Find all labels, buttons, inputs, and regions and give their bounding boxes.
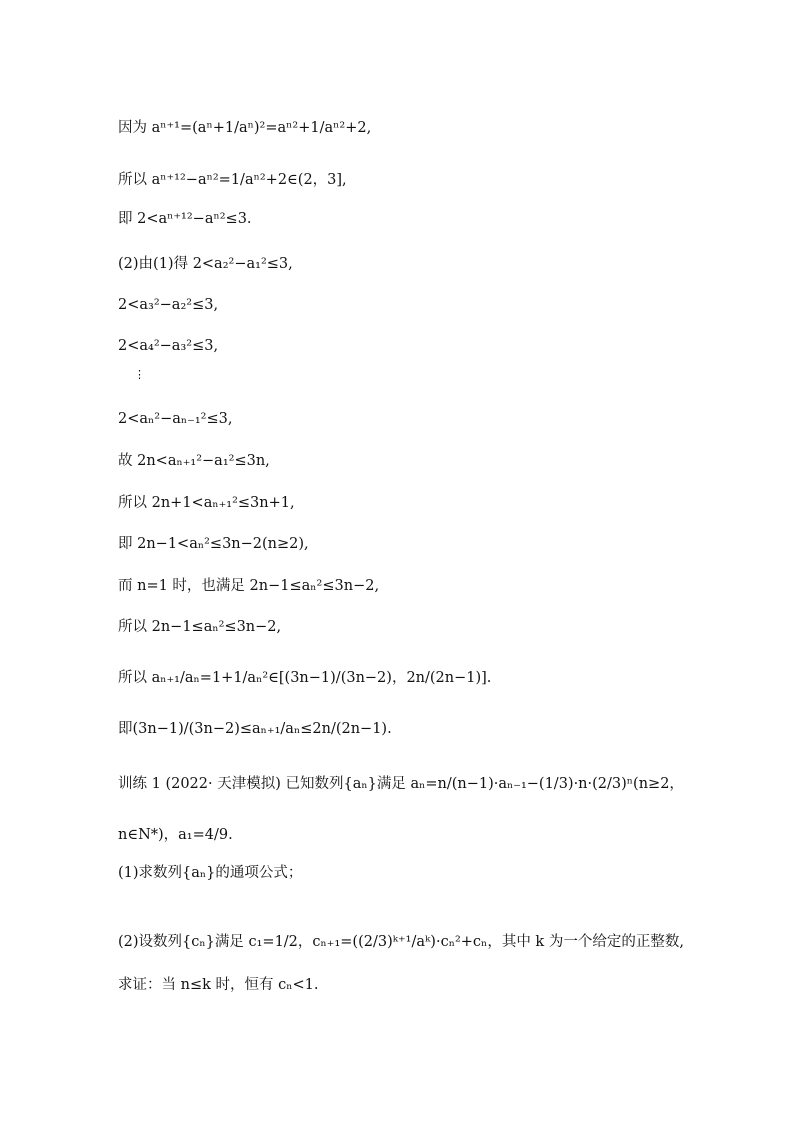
text-line-6: 2<a₄²−a₃²≤3, <box>118 338 219 354</box>
text-line-5: 2<a₃²−a₂²≤3, <box>118 297 219 313</box>
text-line-9: 所以 2n+1<aₙ₊₁²≤3n+1, <box>118 495 295 511</box>
text-line-11: 而 n=1 时，也满足 2n−1≤aₙ²≤3n−2, <box>118 578 380 594</box>
text-line-8: 故 2n<aₙ₊₁²−a₁²≤3n, <box>118 453 270 469</box>
text-line-7: 2<aₙ²−aₙ₋₁²≤3, <box>118 411 233 427</box>
text-line-15: 训练 1 (2022· 天津模拟) 已知数列{aₙ}满足 aₙ=n/(n−1)·aₙ₋₁−(1/3)·n·(2/3)ⁿ(n≥2， <box>118 776 684 792</box>
text-line-10: 即 2n−1<aₙ²≤3n−2(n≥2), <box>118 536 309 552</box>
text-line-16: n∈N*)，a₁=4/9. <box>118 827 233 843</box>
text-line-2: 所以 aⁿ⁺¹²−aⁿ²=1/aⁿ²+2∈(2，3], <box>118 172 347 188</box>
text-line-1: 因为 aⁿ⁺¹=(aⁿ+1/aⁿ)²=aⁿ²+1/aⁿ²+2, <box>118 120 372 136</box>
text-line-18: (2)设数列{cₙ}满足 c₁=1/2，cₙ₊₁=((2/3)ᵏ⁺¹/aᵏ)·cₙ²+cₙ，其中 k 为一个给定的正整数, <box>118 934 684 950</box>
text-line-14: 即(3n−1)/(3n−2)≤aₙ₊₁/aₙ≤2n/(2n−1). <box>118 721 392 737</box>
text-line-13: 所以 aₙ₊₁/aₙ=1+1/aₙ²∈[(3n−1)/(3n−2)，2n/(2n−1)]. <box>118 670 492 686</box>
text-line-4: (2)由(1)得 2<a₂²−a₁²≤3, <box>118 256 293 272</box>
text-line-19: 求证：当 n≤k 时，恒有 cₙ<1. <box>118 977 319 993</box>
vertical-ellipsis: ⋮ <box>134 368 145 381</box>
text-line-17: (1)求数列{aₙ}的通项公式； <box>118 865 303 881</box>
text-line-12: 所以 2n−1≤aₙ²≤3n−2, <box>118 619 282 635</box>
text-line-3: 即 2<aⁿ⁺¹²−aⁿ²≤3. <box>118 211 252 227</box>
